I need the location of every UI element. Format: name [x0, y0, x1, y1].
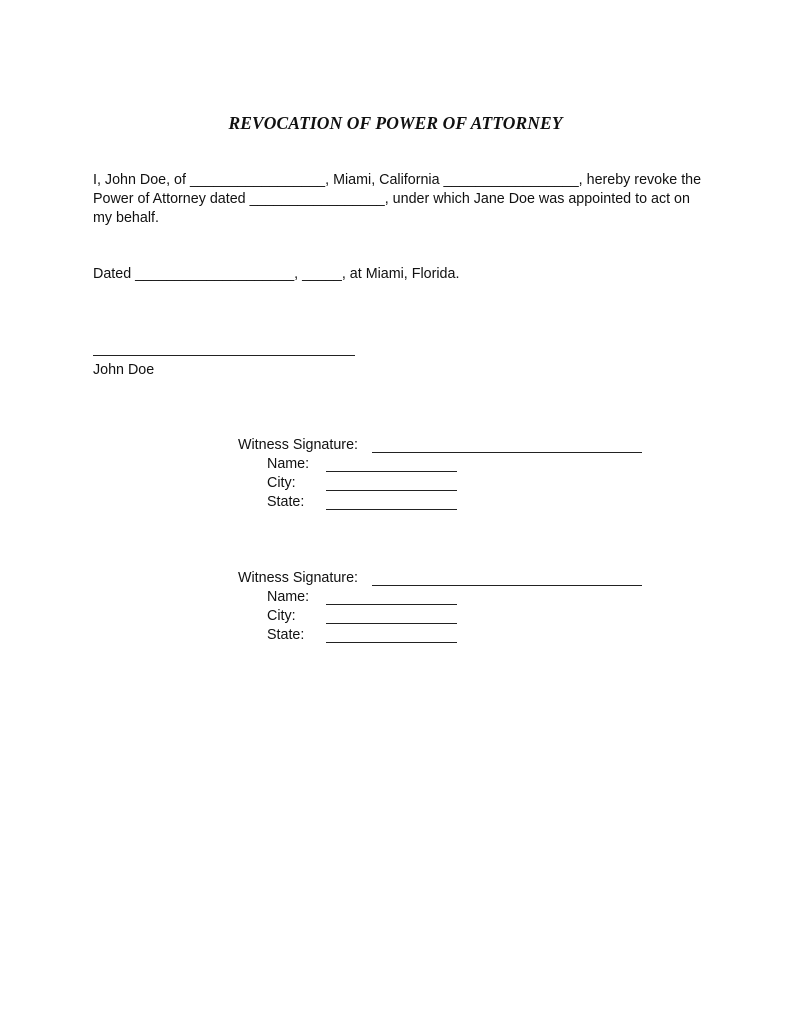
witness-signature-line	[372, 585, 642, 586]
witness-name-line	[326, 471, 457, 472]
witness-city-label: City:	[267, 475, 296, 491]
dated-line: Dated ____________________, _____, at Miami, Florida.	[93, 266, 460, 282]
witness-block-2	[238, 569, 658, 649]
paragraph-line: I, John Doe, of _________________, Miami, California _________________, hereby revoke the	[93, 172, 702, 188]
signer-signature-line	[93, 355, 355, 356]
revocation-paragraph	[93, 171, 702, 228]
signer-name: John Doe	[93, 362, 155, 378]
witness-block-1	[238, 436, 658, 516]
document-title: REVOCATION OF POWER OF ATTORNEY	[228, 113, 563, 133]
paragraph-line: my behalf.	[93, 210, 159, 226]
witness-signature-label: Witness Signature:	[238, 437, 358, 453]
witness-state-line	[326, 642, 457, 643]
witness-signature-label: Witness Signature:	[238, 570, 358, 586]
witness-name-label: Name:	[267, 456, 310, 472]
paragraph-line: Power of Attorney dated _________________, under which Jane Doe was appointed to act on	[93, 191, 690, 207]
witness-city-line	[326, 623, 457, 624]
witness-city-line	[326, 490, 457, 491]
witness-name-label: Name:	[267, 589, 310, 605]
witness-name-line	[326, 604, 457, 605]
witness-signature-line	[372, 452, 642, 453]
witness-state-line	[326, 509, 457, 510]
witness-state-label: State:	[267, 627, 305, 643]
witness-state-label: State:	[267, 494, 305, 510]
witness-city-label: City:	[267, 608, 296, 624]
